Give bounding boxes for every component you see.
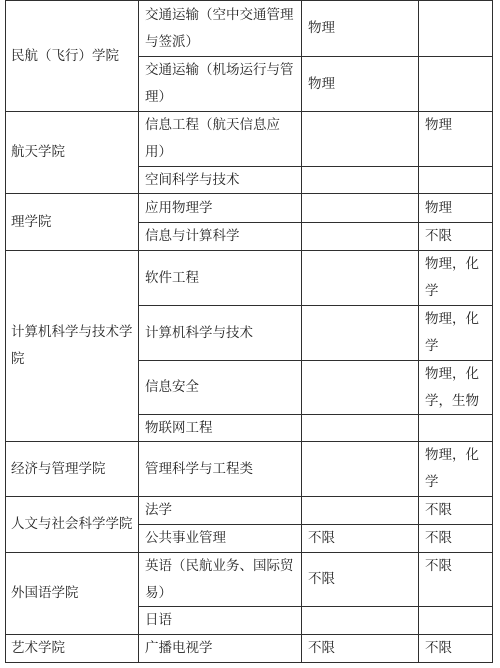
requirement-cell: 不限 bbox=[425, 502, 452, 518]
requirement-cell: 不限 bbox=[425, 558, 452, 574]
major-cell: 交通运输（机场运行与管理） bbox=[145, 62, 294, 105]
major-cell: 日语 bbox=[145, 612, 172, 628]
requirement-cell: 物理，化学，生物 bbox=[425, 366, 479, 409]
requirement-cell: 不限 bbox=[308, 571, 335, 587]
major-cell: 物联网工程 bbox=[145, 419, 213, 436]
requirement-cell: 物理，化学 bbox=[425, 311, 479, 354]
major-cell: 计算机科学与技术 bbox=[145, 324, 253, 341]
major-cell: 空间科学与技术 bbox=[145, 171, 240, 188]
major-cell: 信息与计算科学 bbox=[145, 228, 240, 244]
major-cell: 交通运输（空中交通管理与签派） bbox=[145, 7, 294, 50]
college-cell: 理学院 bbox=[11, 213, 52, 230]
major-cell: 应用物理学 bbox=[145, 199, 213, 216]
college-cell: 航天学院 bbox=[11, 144, 65, 160]
major-cell: 法学 bbox=[145, 502, 172, 518]
admission-table bbox=[5, 0, 493, 666]
college-cell: 计算机科学与技术学院 bbox=[11, 324, 133, 367]
major-cell: 英语（民航业务、国际贸易） bbox=[145, 558, 294, 601]
requirement-cell: 不限 bbox=[308, 530, 335, 546]
requirement-cell: 物理，化学 bbox=[425, 447, 479, 490]
column-divider bbox=[492, 0, 493, 663]
major-cell: 软件工程 bbox=[145, 269, 199, 286]
requirement-cell: 物理 bbox=[425, 117, 452, 133]
requirement-cell: 不限 bbox=[308, 640, 335, 656]
college-cell: 艺术学院 bbox=[11, 640, 65, 656]
requirement-cell: 物理 bbox=[308, 75, 335, 92]
major-cell: 广播电视学 bbox=[145, 640, 213, 656]
row-divider bbox=[5, 662, 493, 663]
major-cell: 管理科学与工程类 bbox=[145, 460, 253, 477]
requirement-cell: 不限 bbox=[425, 228, 452, 244]
college-cell: 外国语学院 bbox=[11, 585, 79, 601]
college-cell: 民航（飞行）学院 bbox=[11, 47, 119, 64]
requirement-cell: 物理 bbox=[308, 20, 335, 36]
major-cell: 信息安全 bbox=[145, 379, 199, 395]
requirement-cell: 物理，化学 bbox=[425, 256, 479, 299]
major-cell: 公共事业管理 bbox=[145, 530, 226, 546]
college-cell: 人文与社会科学学院 bbox=[11, 516, 133, 532]
requirement-cell: 不限 bbox=[425, 530, 452, 546]
major-cell: 信息工程（航天信息应用） bbox=[145, 117, 280, 160]
college-cell: 经济与管理学院 bbox=[11, 460, 106, 477]
requirement-cell: 物理 bbox=[425, 199, 452, 216]
requirement-cell: 不限 bbox=[425, 640, 452, 656]
